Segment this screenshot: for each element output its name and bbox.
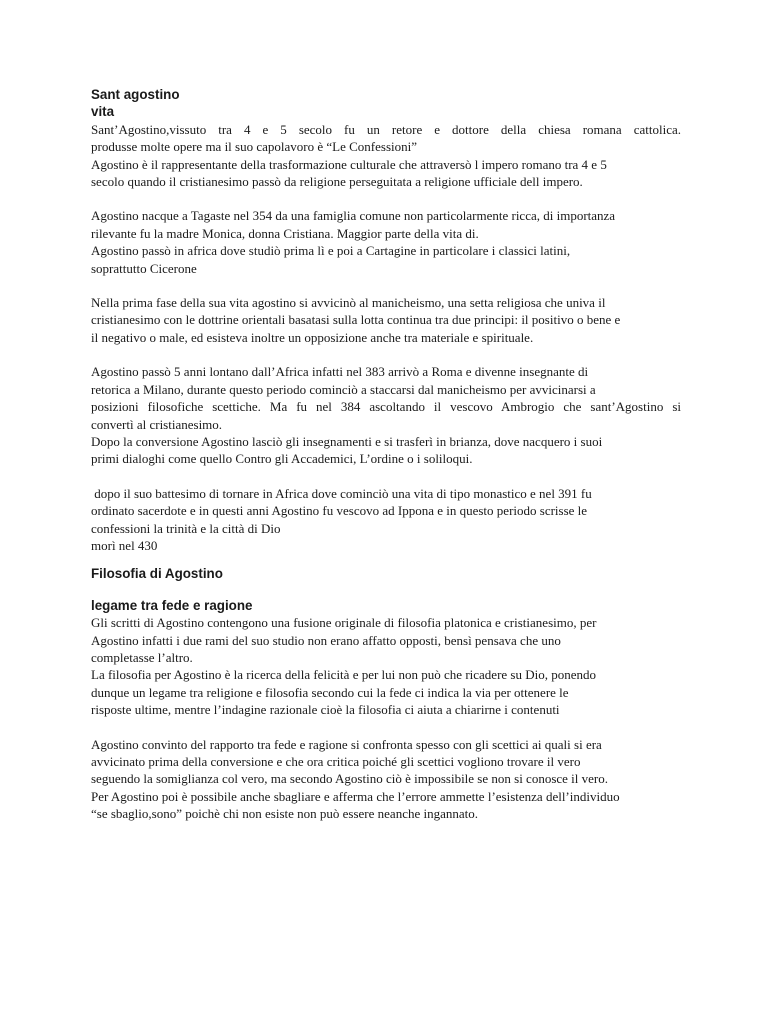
vita-section <box>91 121 681 555</box>
text-line: soprattutto Cicerone <box>91 260 197 276</box>
text-line: convertì al cristianesimo. <box>91 416 223 432</box>
paragraph <box>91 614 681 718</box>
document-title: Sant agostino <box>91 87 180 102</box>
text-line: seguendo la somiglianza col vero, ma secondo Agostino ciò è impossibile se non si conosce il vero. <box>91 771 609 787</box>
text-line: confessioni la trinità e la città di Dio <box>91 520 281 536</box>
filosofia-section <box>91 614 681 822</box>
text-line: Sant’Agostino,vissuto tra 4 e 5 secolo fu un retore e dottore della chiesa romana cattolica. <box>91 121 681 137</box>
paragraph <box>91 736 681 823</box>
text-line: Dopo la conversione Agostino lasciò gli insegnamenti e si trasferì in brianza, dove nacquero i suoi <box>91 433 603 449</box>
text-line: il negativo o male, ed esisteva inoltre un opposizione anche tra materiale e spirituale. <box>91 329 534 345</box>
text-line: completasse l’altro. <box>91 649 193 665</box>
text-line: primi dialoghi come quello Contro gli Accademici, L’ordine o i soliloqui. <box>91 451 473 467</box>
text-line: ordinato sacerdote e in questi anni Agostino fu vescovo ad Ippona e in questo periodo scrisse le <box>91 503 588 519</box>
text-line: rilevante fu la madre Monica, donna Cristiana. Maggior parte della vita di. <box>91 225 479 241</box>
section-title: Filosofia di Agostino <box>91 566 223 582</box>
text-line: Agostino passò in africa dove studiò prima lì e poi a Cartagine in particolare i classici latini, <box>91 243 571 259</box>
paragraph <box>91 294 681 346</box>
text-line: Agostino infatti i due rami del suo studio non erano affatto opposti, bensì pensava che uno <box>91 632 561 648</box>
document-page <box>91 86 681 823</box>
text-line: Gli scritti di Agostino contengono una fusione originale di filosofia platonica e cristianesimo, per <box>91 615 597 631</box>
text-line: La filosofia per Agostino è la ricerca della felicità e per lui non può che ricadere su Dio, ponendo <box>91 667 597 683</box>
document-subtitle: vita <box>91 104 115 120</box>
text-line: secolo quando il cristianesimo passò da religione perseguitata a religione ufficiale dell impero. <box>91 174 583 190</box>
text-line: retorica a Milano, durante questo periodo cominciò a staccarsi dal manicheismo per avvicinarsi a <box>91 381 596 397</box>
text-line: cristianesimo con le dottrine orientali basatasi sulla lotta continua tra due principi: il positivo o bene e <box>91 312 621 328</box>
text-line: Agostino passò 5 anni lontano dall’Africa infatti nel 383 arrivò a Roma e divenne insegnante di <box>91 364 589 380</box>
text-line: Per Agostino poi è possibile anche sbagliare e afferma che l’errore ammette l’esistenza dell’individuo <box>91 788 620 804</box>
text-line: Agostino convinto del rapporto tra fede e ragione si confronta spesso con gli scettici ai quali si era <box>91 736 602 752</box>
text-line: produsse molte opere ma il suo capolavoro è “Le Confessioni” <box>91 139 417 155</box>
paragraph <box>91 207 681 277</box>
subsection-title: legame tra fede e ragione <box>91 597 253 613</box>
text-line: Nella prima fase della sua vita agostino si avvicinò al manicheismo, una setta religiosa che univa il <box>91 295 606 311</box>
text-line: “se sbaglio,sono” poichè chi non esiste non può essere neanche ingannato. <box>91 806 478 822</box>
text-line: Agostino è il rappresentante della trasformazione culturale che attraversò l impero romano tra 4 e 5 <box>91 156 607 172</box>
text-line: dopo il suo battesimo di tornare in Africa dove cominciò una vita di tipo monastico e nel 391 fu <box>91 485 592 501</box>
text-line: morì nel 430 <box>91 537 158 553</box>
text-line: dunque un legame tra religione e filosofia secondo cui la fede ci indica la via per ottenere le <box>91 684 569 700</box>
text-line: posizioni filosofiche scettiche. Ma fu nel 384 ascoltando il vescovo Ambrogio che sant’Agostino si <box>91 399 681 415</box>
paragraph <box>91 485 681 555</box>
paragraph <box>91 363 681 467</box>
paragraph <box>91 121 681 191</box>
text-line: risposte ultime, mentre l’indagine razionale cioè la filosofia ci aiuta a chiarirne i contenuti <box>91 702 560 718</box>
text-line: Agostino nacque a Tagaste nel 354 da una famiglia comune non particolarmente ricca, di importanza <box>91 208 616 224</box>
text-line: avvicinato prima della conversione e che ora critica poiché gli scettici vogliono trovare il vero <box>91 754 581 769</box>
